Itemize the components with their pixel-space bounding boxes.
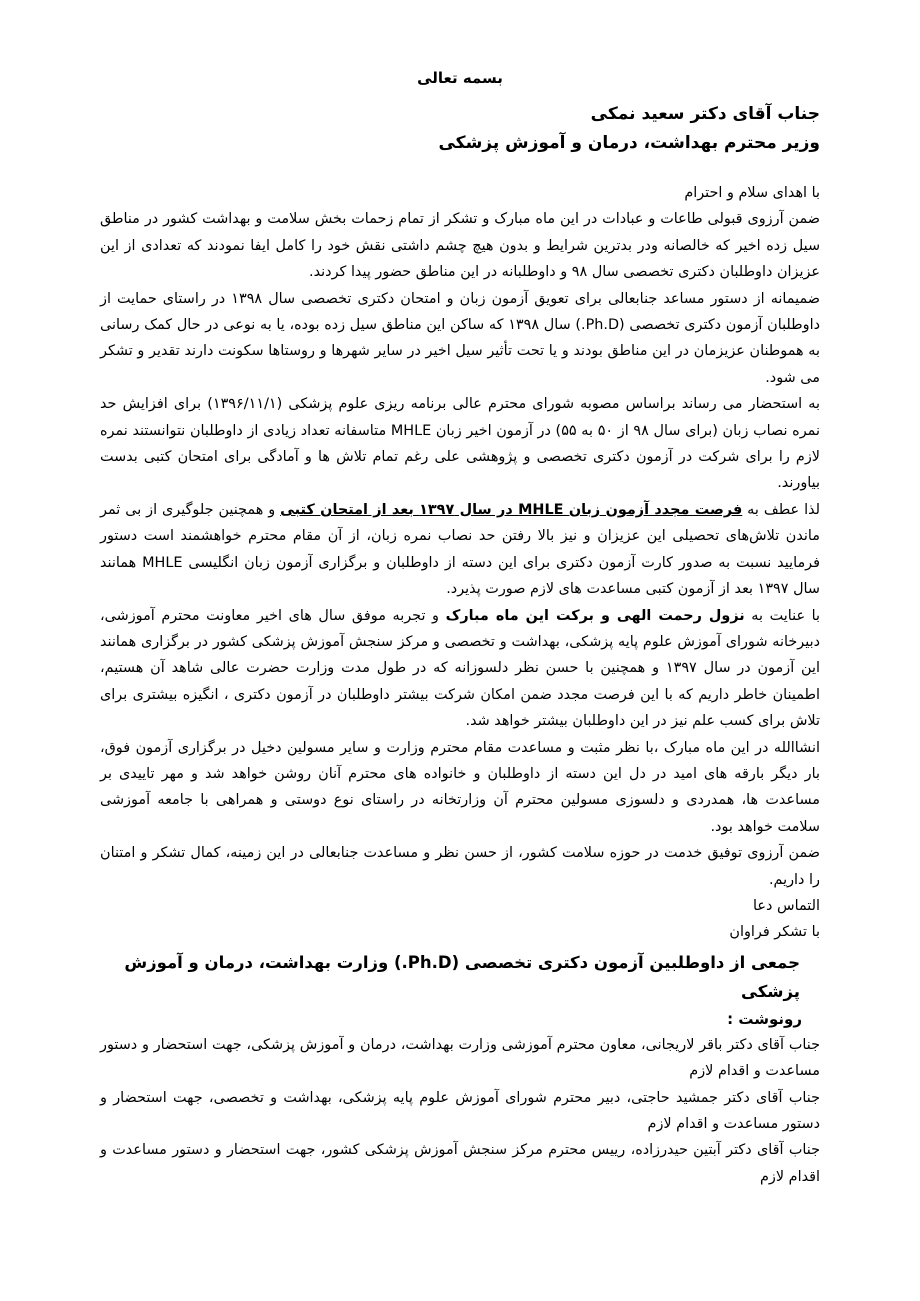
request-rest: و همچنین جلوگیری از بی ثمر ماندن تلاش‌های تحصیلی این عزیزان و نیز بالا رفتن حد نصاب نمره زبان، از آن مقام محترم خواهشمند است دستور فرمایید نسبت به صدور کارت آزمون دکتری برای این دسته از داوطلبان و برگزاری آزمون زبان انگلیسی MHLE همانند سال ۱۳۹۷ بعد از آزمون کتبی مساعدت های لازم صورت پذیرد. xyxy=(100,501,820,598)
paragraph-wishes: ضمن آرزوی توفیق خدمت در حوزه سلامت کشور، از حسن نظر و مساعدت جنابعالی در این زمینه، کمال تشکر و امتنان را داریم. xyxy=(100,845,820,888)
cc-title: رونوشت : xyxy=(727,1009,802,1028)
request-highlight: فرصت مجدد آزمون زبان MHLE در سال ۱۳۹۷ بعد از امتحان کتبی xyxy=(280,501,743,518)
paragraph-thanks: ضمن آرزوی قبولی طاعات و عبادات در این ماه مبارک و تشکر از تمام زحمات بخش سلامت و بهداشت کشور در مناطق سیل زده اخیر که خالصانه ودر بدترین شرایط و بدون هیچ چشم داشتی نقش خود را کامل ایفا نمودند که تعدادی از این عزیزان داوطلبان دکتری تخصصی سال ۹۸ و داوطلبانه در این مناطق حضور پیدا کردند. xyxy=(100,211,820,281)
request-lead: لذا عطف به xyxy=(742,501,821,518)
hope-lead: با عنایت به xyxy=(744,607,821,624)
greeting: با اهدای سلام و احترام xyxy=(684,185,820,201)
hope-rest: و تجربه موفق سال های اخیر معاونت محترم آموزشی، دبیرخانه شورای آموزش علوم پایه پزشکی، بهداشت و تخصصی و مرکز سنجش آموزش پزشکی کشور در برگزاری همانند این آزمون در سال ۱۳۹۷ و همچنین با حسن نظر دلسوزانه که در طول مدت وزارت حضرت عالی شاهد آن هستیم، اطمینان خاطر داریم که با این فرصت مجدد ضمن امکان شرکت بیشتر داوطلبان در آزمون دکتری ، انگیزه بیشتری برای تلاش برای کسب علم نیز در این داوطلبان بیشتر خواهد شد. xyxy=(100,607,820,730)
closing-thanks: با تشکر فراوان xyxy=(729,924,820,941)
cc-item: جناب آقای دکتر باقر لاریجانی، معاون محترم آموزشی وزارت بهداشت، درمان و آموزش پزشکی، جهت استحضار و دستور مساعدت و اقدام لازم xyxy=(100,1036,820,1080)
letter-body xyxy=(100,180,820,946)
recipient-title: وزیر محترم بهداشت، درمان و آموزش پزشکی xyxy=(438,133,820,153)
paragraph-appreciation: ضمیمانه از دستور مساعد جنابعالی برای تعویق آزمون زبان و امتحان دکتری تخصصی سال ۱۳۹۸ در راستای حمایت از داوطلبان آزمون دکتری تخصصی (Ph.D.) سال ۱۳۹۸ که ساکن این مناطق سیل زده بوده، یا به نوعی در حال کمک رسانی به هموطنان عزیزمان در این مناطق بودند و یا تحت تأثیر سیل اخیر در سایر شهرها و روستاها سکونت دارند تقدیر و تشکر می شود. xyxy=(100,290,821,386)
cc-item: جناب آقای دکتر آبتین حیدرزاده، رییس محترم مرکز سنجش آموزش پزشکی کشور، جهت استحضار و دستور مساعدت و اقدام لازم xyxy=(100,1142,820,1185)
cc-item: جناب آقای دکتر جمشید حاجتی، دبیر محترم شورای آموزش علوم پایه پزشکی، بهداشت و تخصصی، جهت استحضار و دستور مساعدت و اقدام لازم xyxy=(100,1089,820,1132)
paragraph-language-threshold: به استحضار می رساند براساس مصوبه شورای محترم عالی برنامه ریزی علوم پزشکی (۱۳۹۶/۱۱/۱) برای افزایش حد نمره نصاب زبان (برای سال ۹۸ از ۵۰ به ۵۵) در آزمون اخیر زبان MHLE متاسفانه تعداد زیادی از داوطلبان نتوانستند نمره لازم را برای شرکت در آزمون دکتری تخصصی و پژوهشی علی رغم تمام تلاش ها و آمادگی برای امتحان کتبی بدست بیاورند. xyxy=(100,396,820,492)
hope-highlight: نزول رحمت الهی و برکت این ماه مبارک xyxy=(445,607,745,624)
recipient-block xyxy=(100,100,820,158)
bismillah-heading: بسمه تعالی xyxy=(417,69,503,87)
cc-list xyxy=(100,1032,820,1190)
paragraph-request xyxy=(100,497,820,603)
paragraph-inshallah: انشاالله در این ماه مبارک ،با نظر مثبت و مساعدت مقام محترم وزارت و سایر مسولین دخیل در برگزاری آزمون فوق، بار دیگر بارقه های امید در دل این دسته از داوطلبان و خانواده های محترم آنان روشن خواهد شد و مهر تاییدی بر مساعدت ها، همدردی و دلسوزی مسولین محترم آن وزارتخانه در راستای نوع دوستی و همراهی با جامعه آموزشی سلامت خواهد بود. xyxy=(100,739,820,835)
paragraph-hope xyxy=(100,603,820,735)
recipient-name: جناب آقای دکتر سعید نمکی xyxy=(590,104,820,124)
closing-prayer: التماس دعا xyxy=(753,897,820,914)
signer-line: جمعی از داوطلبین آزمون دکتری تخصصی (Ph.D.) وزارت بهداشت، درمان و آموزش پزشکی xyxy=(124,952,800,1001)
